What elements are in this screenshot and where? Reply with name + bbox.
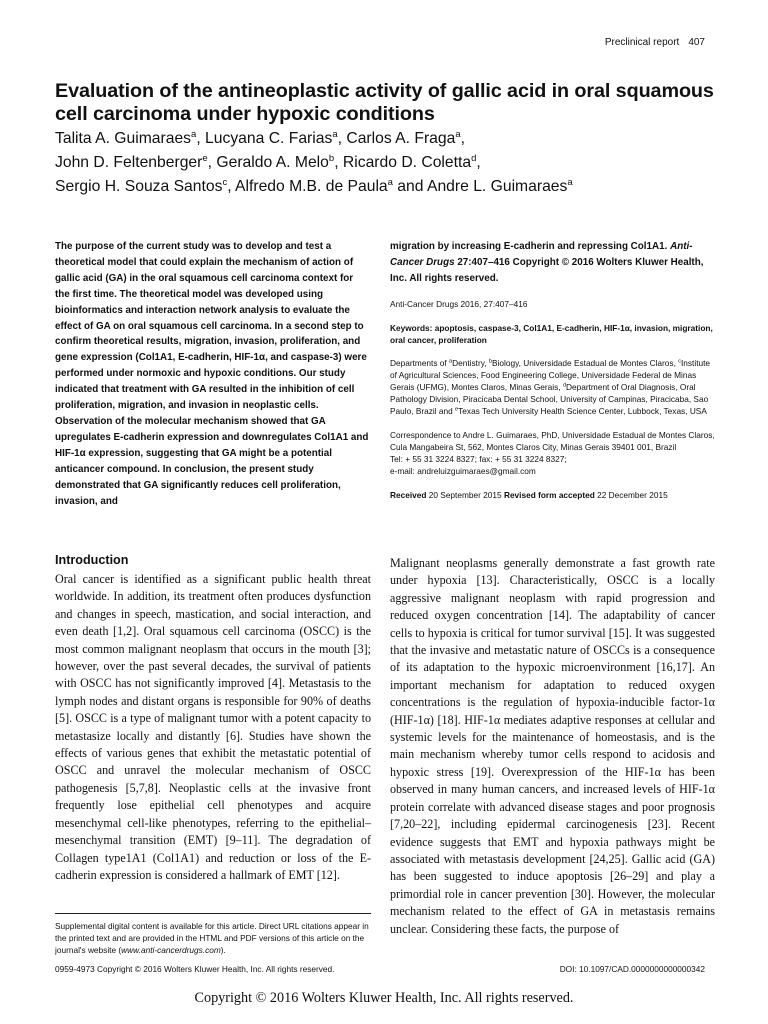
author-affiliation-mark: b: [328, 153, 335, 164]
author-affiliation-mark: e: [202, 153, 208, 164]
footnote-divider: [55, 913, 371, 914]
author-list: [55, 127, 725, 199]
correspondence-email: e-mail: andreluizguimaraes@gmail.com: [390, 465, 536, 476]
author-separator: ,: [476, 154, 481, 171]
author-name: Geraldo A. Melo: [216, 154, 329, 171]
keywords: [390, 323, 715, 347]
abstract-part-1: The purpose of the current study was to develop and test a theoretical model that could explain the mechanism of action of gallic acid (GA) in the oral squamous cell carcinoma context for the first time. The theoretical model was developed using bioinformatics and interaction network analysis to evaluate the effect of GA on oral squamous cell carcinoma. In a second step to confirm theoretical results, migration, invasion, proliferation, and gene expression (Col1A1, E-cadherin, HIF-1α, and caspase-3) were performed under normoxic and hypoxic conditions. Our study indicated that treatment with GA resulted in the inhibition of cell proliferation, migration, and invasion in neoplastic cells. Observation of the molecular mechanism showed that GA upregulates E-cadherin expression and downregulates Col1A1 and HIF-1α expression, suggesting that GA might be a potential anticancer compound. In conclusion, the present study demonstrated that GA significantly reduces cell proliferation, invasion, and: [55, 241, 369, 507]
affiliation-mark: a: [449, 358, 453, 365]
author-separator: ,: [207, 154, 217, 171]
correspondence-address: Correspondence to Andre L. Guimaraes, PhD, Universidade Estadual de Montes Claros, Cula Mangabeira St, 562, Montes Claros City, Minas Gerais 39401 001, Brazil: [390, 429, 715, 452]
affiliation-text: Texas Tech University Health Science Center, Lubbock, Texas, USA: [458, 406, 707, 417]
author-affiliation-mark: a: [567, 177, 573, 188]
received-label: Received: [390, 489, 427, 500]
keywords-list: apoptosis, caspase-3, Col1A1, E-cadherin, HIF-1α, invasion, migration, oral cancer, proliferation: [390, 322, 713, 345]
author-name: Andre L. Guimaraes: [426, 178, 568, 195]
affiliation-mark: e: [455, 406, 459, 413]
author-name: Sergio H. Souza Santos: [55, 178, 223, 195]
author-affiliation-mark: a: [455, 129, 461, 140]
revised-date: 22 December 2015: [597, 489, 668, 500]
author-name: Carlos A. Fraga: [346, 130, 456, 147]
abstract-citation-journal: Anti-Cancer Drugs: [390, 241, 693, 268]
keywords-label: Keywords:: [390, 322, 433, 333]
revised-label: Revised form accepted: [503, 489, 595, 500]
page-copyright: Copyright © 2016 Wolters Kluwer Health, Inc. All rights reserved.: [194, 990, 574, 1006]
introduction-right-column: [390, 555, 715, 938]
article-title: Evaluation of the antineoplastic activity of gallic acid in oral squamous cell carcinoma under hypoxic conditions: [55, 80, 714, 125]
author-separator: ,: [460, 130, 466, 147]
correspondence-phone: Tel: + 55 31 3224 8327; fax: + 55 31 3224 8327;: [390, 453, 567, 464]
author-affiliation-mark: a: [332, 129, 338, 140]
supplemental-footnote: [55, 920, 373, 956]
affiliation-prefix: Departments of: [390, 358, 450, 369]
running-head: [605, 37, 705, 48]
doi: DOI: 10.1097/CAD.0000000000000342: [559, 964, 705, 974]
author-affiliation-mark: a: [387, 177, 393, 188]
introduction-paragraph-2: Malignant neoplasms generally demonstrate a fast growth rate under hypoxia [13]. Characteristically, OSCC is a locally aggressive malignant neoplasm with rapid progression and reduced oxygen concentration [14]. The adaptability of cancer cells to hypoxia is critical for tumor survival [15]. It was suggested that the invasive and metastatic nature of OSCCs is a consequence of its adaptation to the hypoxic microenvironment [16,17]. An important mechanism for adaptation to reduced oxygen concentrations is the regulation of hypoxia-inducible factor-1α (HIF-1α) [18]. HIF-1α mediates adaptive responses at cellular and systemic levels for the maintenance of homeostasis, and is the main mechanism whereby tumor cells respond to acidosis and hypoxic stress [19]. Overexpression of the HIF-1α has been observed in many human cancers, and increased levels of HIF-1α protein correlate with advanced disease stages and poor prognosis [7,20–22], including epidermal carcinogenesis [23]. Recent evidence suggests that EMT and hypoxia pathways might be associated with metastasis development [24,25]. Gallic acid (GA) has been suggested to induce apoptosis [26–29] and play a primordial role in cancer prevention [30]. However, the molecular mechanism related to the effect of GA in metastasis remains unclear. Considering these facts, the purpose of: [390, 556, 715, 936]
footnote-closing: ).: [220, 945, 226, 955]
affiliation-text: Department of Oral Diagnosis, Oral Pathology Division, Piracicaba Dental School, University of Campinas, Piracicaba, Sao Paulo, Brazil and: [390, 382, 709, 417]
author-name: Lucyana C. Farias: [205, 130, 333, 147]
issn-copyright: 0959-4973 Copyright © 2016 Wolters Kluwer Health, Inc. All rights reserved.: [55, 964, 335, 974]
author-name: John D. Feltenberger: [55, 154, 203, 171]
section-label: Preclinical report: [604, 37, 680, 48]
received-dates: [390, 490, 715, 502]
affiliations: [390, 358, 715, 418]
abstract-citation-details: 27:407–416 Copyright © 2016 Wolters Kluwer Health, Inc. All rights reserved.: [390, 256, 704, 284]
introduction-paragraph-1: Oral cancer is identified as a significant public health threat worldwide. In addition, its treatment often produces dysfunction and changes in speech, mastication, and social interaction, and even death [1,2]. Oral squamous cell carcinoma (OSCC) is the most common malignant neoplasm that occurs in the mouth [3]; however, over the past several decades, the survival of patients with OSCC has not significantly improved [4]. Metastasis to the lymph nodes and distant organs is responsible for 90% of deaths [5]. OSCC is a type of malignant tumor with a potent capacity to metastasize locally and distantly [6]. Studies have shown the effects of various genes that exhibit the metastatic potential of OSCC and unravel the molecular mechanism of OSCC pathogenesis [5,7,8]. Neoplastic cells at the invasive front frequently lose epithelial cell phenotypes and acquire mesenchymal cell-like phenotypes, referring to the epithelial–mesenchymal transition (EMT) [9–11]. The degradation of Collagen type1A1 (Col1A1) and reduction or loss of the E-cadherin expression is considered a hallmark of EMT [12].: [55, 572, 371, 882]
author-separator: ,: [337, 130, 347, 147]
author-separator: ,: [227, 178, 236, 195]
affiliation-text: Institute of Agricultural Sciences, Food Engineering College, Universidade Federal de Minas Gerais (UFMG), Montes Claros, Minas Gerais,: [390, 358, 711, 393]
affiliation-text: Dentistry,: [452, 358, 489, 369]
affiliation-text: Biology, Universidade Estadual de Montes Claros,: [492, 358, 679, 369]
abstract-part-2: [390, 239, 715, 287]
author-affiliation-mark: c: [222, 177, 228, 188]
author-name: Alfredo M.B. de Paula: [235, 178, 388, 195]
author-separator: ,: [334, 154, 343, 171]
author-affiliation-mark: a: [191, 129, 197, 140]
correspondence: [390, 430, 715, 478]
abstract-continuation: migration by increasing E-cadherin and repressing Col1A1.: [390, 241, 668, 252]
author-name: Ricardo D. Coletta: [342, 154, 472, 171]
author-separator: ,: [196, 130, 206, 147]
introduction-heading: Introduction: [55, 553, 129, 567]
introduction-left-column: [55, 571, 371, 884]
affiliation-mark: b: [488, 358, 493, 365]
journal-website-link[interactable]: www.anti-cancerdrugs.com: [121, 945, 221, 955]
journal-citation: Anti-Cancer Drugs 2016, 27:407–416: [390, 298, 528, 309]
author-separator: and: [392, 178, 427, 195]
affiliation-mark: c: [678, 358, 681, 365]
page-number: 407: [688, 37, 705, 48]
abstract-right-column: [390, 239, 715, 502]
received-date: 20 September 2015: [428, 489, 502, 500]
author-affiliation-mark: d: [471, 153, 477, 164]
affiliation-mark: d: [562, 382, 567, 389]
author-name: Talita A. Guimaraes: [55, 130, 192, 147]
footnote-text: Supplemental digital content is available for this article. Direct URL citations appear in the printed text and are provided in the HTML and PDF versions of this article on the journal's website (: [55, 921, 369, 955]
